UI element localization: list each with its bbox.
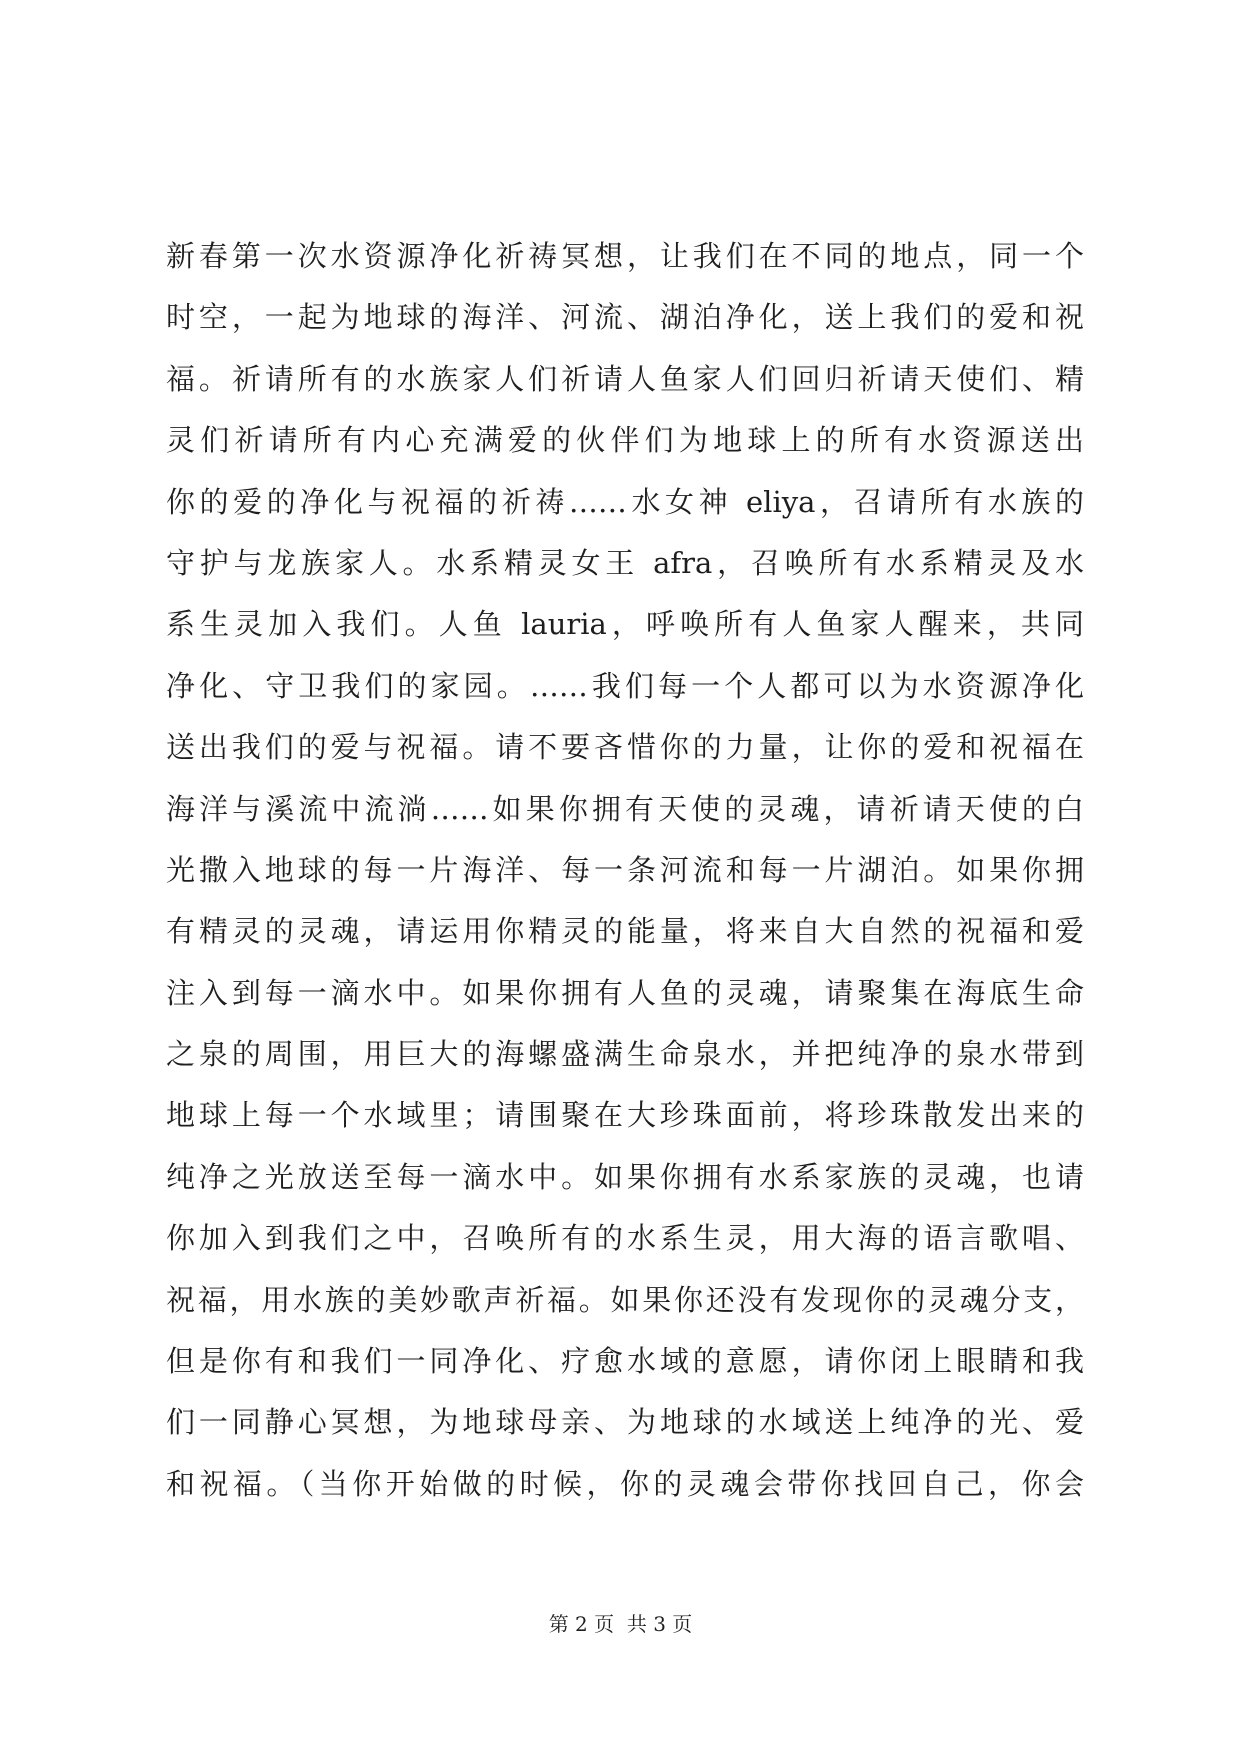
text-line: 系生灵加入我们。人鱼 lauria，呼唤所有人鱼家人醒来，共同	[166, 607, 1084, 642]
text-line: 但是你有和我们一同净化、疗愈水域的意愿，请你闭上眼睛和我	[166, 1344, 1084, 1379]
text-line: 之泉的周围，用巨大的海螺盛满生命泉水，并把纯净的泉水带到	[166, 1037, 1084, 1072]
text-line: 福。祈请所有的水族家人们祈请人鱼家人们回归祈请天使们、精	[166, 361, 1084, 396]
text-line: 净化、守卫我们的家园。……我们每一个人都可以为水资源净化	[166, 668, 1084, 703]
text-line: 和祝福。（当你开始做的时候，你的灵魂会带你找回自己，你会	[166, 1466, 1084, 1501]
page-footer: 第 2 页 共 3 页	[548, 1612, 693, 1636]
text-line: 守护与龙族家人。水系精灵女王 afra，召唤所有水系精灵及水	[166, 545, 1084, 580]
text-line: 你加入到我们之中，召唤所有的水系生灵，用大海的语言歌唱、	[166, 1221, 1084, 1256]
text-line: 有精灵的灵魂，请运用你精灵的能量，将来自大自然的祝福和爱	[166, 914, 1084, 949]
text-line: 时空，一起为地球的海洋、河流、湖泊净化，送上我们的爱和祝	[166, 300, 1084, 335]
text-line: 注入到每一滴水中。如果你拥有人鱼的灵魂，请聚集在海底生命	[166, 975, 1084, 1010]
text-line: 祝福，用水族的美妙歌声祈福。如果你还没有发现你的灵魂分支，	[166, 1282, 1084, 1317]
text-line: 灵们祈请所有内心充满爱的伙伴们为地球上的所有水资源送出	[166, 423, 1084, 458]
text-line: 光撒入地球的每一片海洋、每一条河流和每一片湖泊。如果你拥	[166, 852, 1084, 887]
text-line: 海洋与溪流中流淌……如果你拥有天使的灵魂，请祈请天使的白	[166, 791, 1084, 826]
body-text	[166, 226, 1084, 1515]
text-line: 纯净之光放送至每一滴水中。如果你拥有水系家族的灵魂，也请	[166, 1159, 1084, 1194]
text-line: 地球上每一个水域里；请围聚在大珍珠面前，将珍珠散发出来的	[166, 1098, 1084, 1133]
text-line: 们一同静心冥想，为地球母亲、为地球的水域送上纯净的光、爱	[166, 1405, 1084, 1440]
text-line: 你的爱的净化与祝福的祈祷……水女神 eliya，召请所有水族的	[166, 484, 1084, 519]
text-line: 新春第一次水资源净化祈祷冥想，让我们在不同的地点，同一个	[166, 239, 1084, 273]
text-line: 送出我们的爱与祝福。请不要吝惜你的力量，让你的爱和祝福在	[166, 730, 1084, 765]
